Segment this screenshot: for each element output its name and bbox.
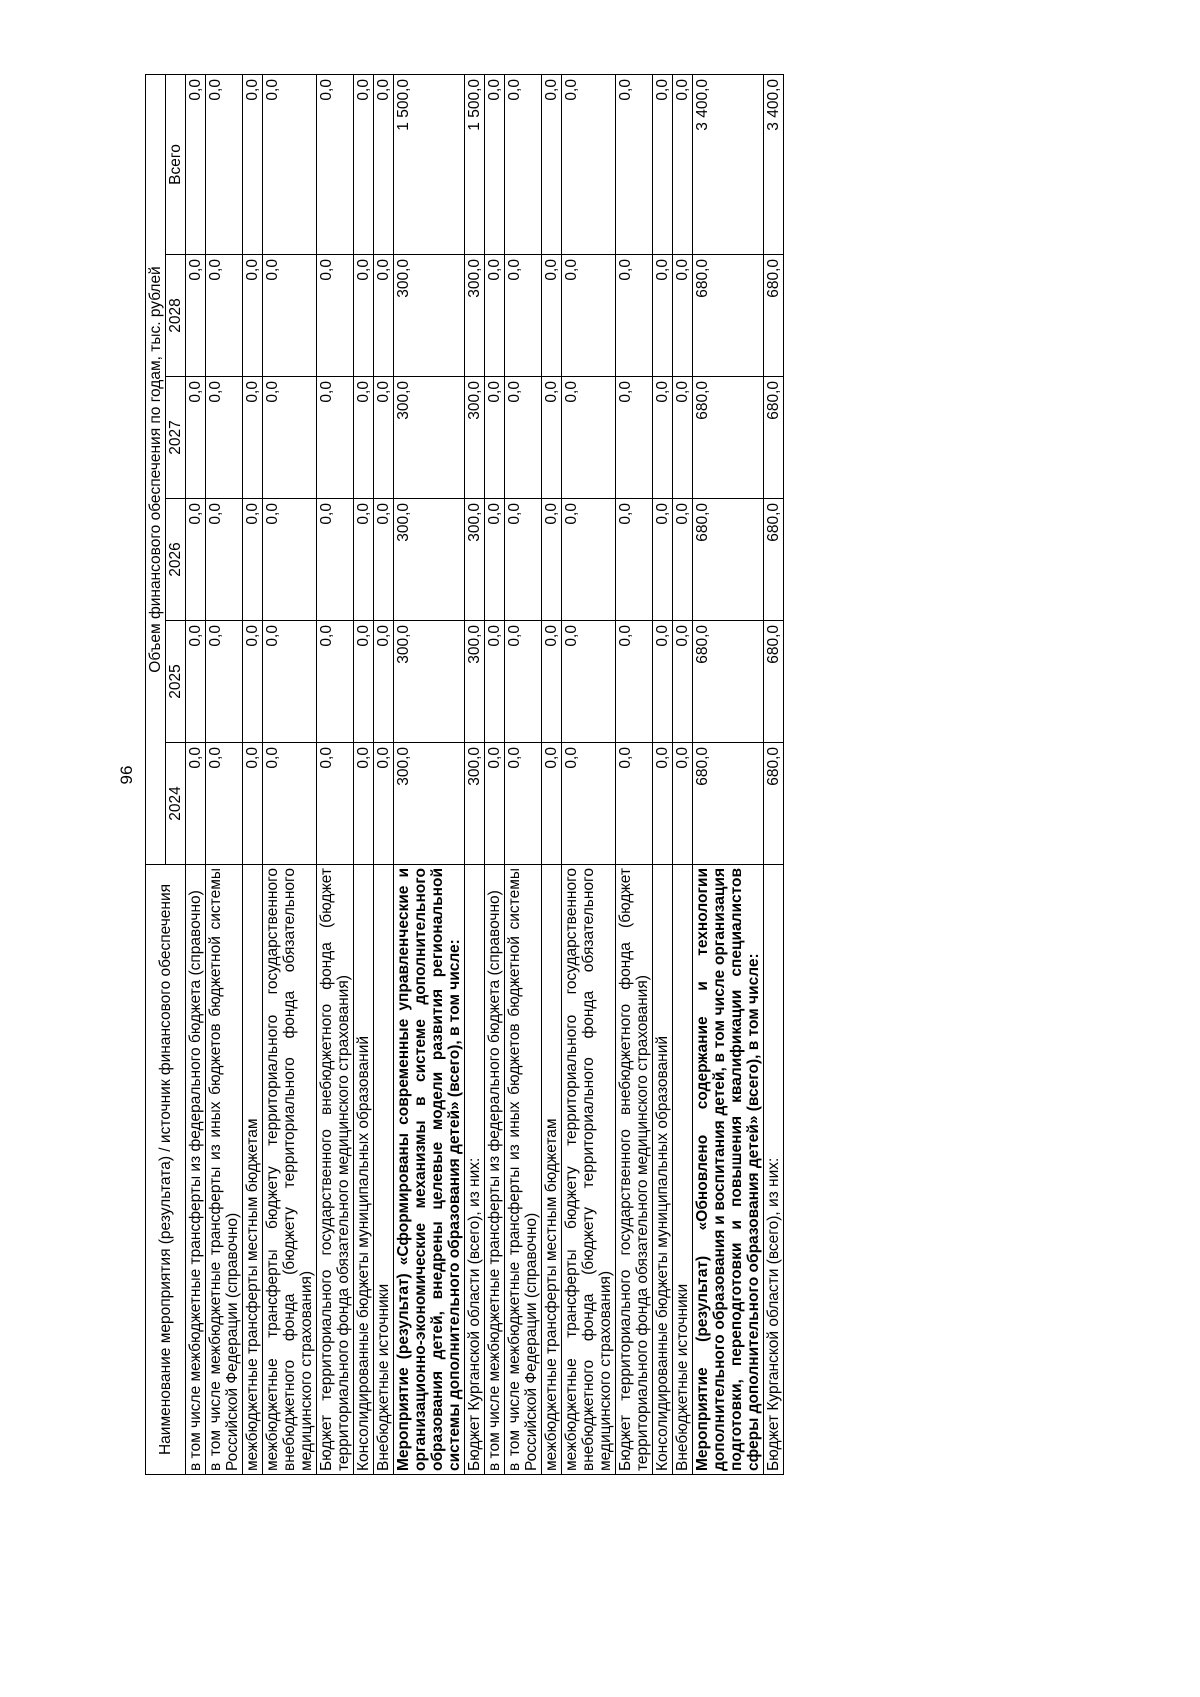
table-row: [394, 75, 465, 1475]
total-cell: 1 500,0: [394, 75, 465, 255]
value-cell: 0,0: [263, 621, 317, 743]
rotated-content: [117, 75, 1065, 1475]
table-row: [542, 75, 562, 1475]
year-header: 2027: [166, 377, 186, 499]
value-cell: 0,0: [673, 743, 693, 865]
total-cell: 0,0: [653, 75, 673, 255]
value-cell: 0,0: [263, 255, 317, 377]
financing-table: [145, 74, 784, 1475]
value-cell: 0,0: [263, 377, 317, 499]
header-row: [146, 75, 166, 1475]
value-cell: 0,0: [653, 255, 673, 377]
table-row: [317, 75, 354, 1475]
value-cell: 0,0: [206, 499, 243, 621]
value-cell: 0,0: [505, 377, 542, 499]
total-cell: 0,0: [616, 75, 653, 255]
value-cell: 0,0: [616, 377, 653, 499]
total-cell: 0,0: [673, 75, 693, 255]
value-cell: 680,0: [693, 499, 764, 621]
total-cell: 0,0: [186, 75, 206, 255]
total-cell: 0,0: [263, 75, 317, 255]
value-cell: 0,0: [317, 743, 354, 865]
table-row: [186, 75, 206, 1475]
table-row: [206, 75, 243, 1475]
total-cell: 3 400,0: [764, 75, 784, 255]
total-cell: 0,0: [354, 75, 374, 255]
value-cell: 0,0: [562, 377, 616, 499]
table-row: [764, 75, 784, 1475]
value-cell: 0,0: [653, 377, 673, 499]
value-cell: 0,0: [616, 743, 653, 865]
value-cell: 680,0: [764, 377, 784, 499]
year-header: 2024: [166, 743, 186, 865]
table-row: [465, 75, 485, 1475]
year-header: 2028: [166, 255, 186, 377]
table-row: [693, 75, 764, 1475]
row-label: Внебюджетные источники: [673, 865, 693, 1475]
row-label: межбюджетные трансферты бюджету территориального государственного внебюджетного фонда (бюджету территориального фонда обязательного медицинского страхования): [263, 865, 317, 1475]
row-label: Бюджет территориального государственного внебюджетного фонда (бюджет территориального фонда обязательного медицинского страхования): [616, 865, 653, 1475]
value-cell: 300,0: [465, 377, 485, 499]
value-cell: 0,0: [263, 743, 317, 865]
value-cell: 0,0: [354, 255, 374, 377]
value-cell: 0,0: [505, 499, 542, 621]
value-cell: 0,0: [243, 377, 263, 499]
table-row: [673, 75, 693, 1475]
value-cell: 680,0: [764, 499, 784, 621]
value-cell: 680,0: [693, 621, 764, 743]
total-cell: 0,0: [317, 75, 354, 255]
value-cell: 0,0: [186, 377, 206, 499]
volume-column-header: Объем финансового обеспечения по годам, тыс. рублей: [146, 75, 166, 865]
value-cell: 680,0: [693, 743, 764, 865]
value-cell: 300,0: [394, 377, 465, 499]
total-cell: 0,0: [562, 75, 616, 255]
value-cell: 0,0: [505, 621, 542, 743]
value-cell: 0,0: [542, 621, 562, 743]
row-label: в том числе межбюджетные трансферты из иных бюджетов бюджетной системы Российской Федерации (справочно): [505, 865, 542, 1475]
value-cell: 300,0: [394, 255, 465, 377]
row-label: в том числе межбюджетные трансферты из иных бюджетов бюджетной системы Российской Федерации (справочно): [206, 865, 243, 1475]
value-cell: 0,0: [243, 499, 263, 621]
row-label: в том числе межбюджетные трансферты из федерального бюджета (справочно): [485, 865, 505, 1475]
value-cell: 0,0: [653, 621, 673, 743]
value-cell: 0,0: [616, 621, 653, 743]
value-cell: 0,0: [317, 499, 354, 621]
value-cell: 300,0: [394, 499, 465, 621]
total-cell: 0,0: [505, 75, 542, 255]
value-cell: 300,0: [465, 499, 485, 621]
total-cell: 0,0: [542, 75, 562, 255]
value-cell: 0,0: [505, 255, 542, 377]
value-cell: 0,0: [673, 621, 693, 743]
value-cell: 0,0: [374, 743, 394, 865]
page-number: 96: [117, 765, 136, 785]
value-cell: 0,0: [616, 255, 653, 377]
value-cell: 300,0: [394, 621, 465, 743]
table-row: [485, 75, 505, 1475]
value-cell: 0,0: [562, 255, 616, 377]
row-label: в том числе межбюджетные трансферты из федерального бюджета (справочно): [186, 865, 206, 1475]
table-row: [263, 75, 317, 1475]
row-label: межбюджетные трансферты местным бюджетам: [243, 865, 263, 1475]
value-cell: 0,0: [542, 255, 562, 377]
total-cell: 0,0: [206, 75, 243, 255]
value-cell: 0,0: [485, 743, 505, 865]
value-cell: 0,0: [354, 499, 374, 621]
value-cell: 680,0: [764, 743, 784, 865]
value-cell: 0,0: [243, 255, 263, 377]
value-cell: 0,0: [485, 621, 505, 743]
value-cell: 300,0: [465, 621, 485, 743]
value-cell: 0,0: [653, 743, 673, 865]
value-cell: 300,0: [465, 255, 485, 377]
row-label: Мероприятие (результат) «Обновлено содержание и технологии дополнительного образования и воспитания детей, в том числе организация подготовки, переподготовки и повышения квалификации специалистов сферы дополнительного образования детей» (всего), в том числе:: [693, 865, 764, 1475]
row-label: Бюджет Курганской области (всего), из них:: [465, 865, 485, 1475]
value-cell: 680,0: [764, 621, 784, 743]
value-cell: 0,0: [317, 377, 354, 499]
table-body: [186, 75, 784, 1475]
value-cell: 0,0: [206, 255, 243, 377]
value-cell: 0,0: [186, 743, 206, 865]
value-cell: 0,0: [206, 377, 243, 499]
table-row: [374, 75, 394, 1475]
total-cell: 1 500,0: [465, 75, 485, 255]
value-cell: 0,0: [562, 621, 616, 743]
value-cell: 0,0: [243, 621, 263, 743]
value-cell: 0,0: [263, 499, 317, 621]
value-cell: 0,0: [374, 377, 394, 499]
value-cell: 0,0: [186, 499, 206, 621]
row-label: Бюджет территориального государственного внебюджетного фонда (бюджет территориального фонда обязательного медицинского страхования): [317, 865, 354, 1475]
year-header: 2026: [166, 499, 186, 621]
table-row: [505, 75, 542, 1475]
value-cell: 0,0: [485, 377, 505, 499]
value-cell: 0,0: [542, 377, 562, 499]
value-cell: 0,0: [374, 621, 394, 743]
value-cell: 0,0: [206, 621, 243, 743]
table-row: [354, 75, 374, 1475]
value-cell: 0,0: [374, 499, 394, 621]
value-cell: 300,0: [465, 743, 485, 865]
name-column-header: Наименование мероприятия (результата) / источник финансового обеспечения: [146, 865, 186, 1475]
row-label: Бюджет Курганской области (всего), из них:: [764, 865, 784, 1475]
row-label: Консолидированные бюджеты муниципальных образований: [653, 865, 673, 1475]
value-cell: 0,0: [562, 499, 616, 621]
value-cell: 0,0: [653, 499, 673, 621]
value-cell: 0,0: [206, 743, 243, 865]
value-cell: 0,0: [542, 743, 562, 865]
value-cell: 0,0: [616, 499, 653, 621]
table-row: [562, 75, 616, 1475]
value-cell: 0,0: [317, 621, 354, 743]
value-cell: 0,0: [485, 499, 505, 621]
value-cell: 0,0: [673, 499, 693, 621]
value-cell: 0,0: [485, 255, 505, 377]
value-cell: 0,0: [562, 743, 616, 865]
value-cell: 0,0: [673, 255, 693, 377]
row-label: Консолидированные бюджеты муниципальных образований: [354, 865, 374, 1475]
value-cell: 0,0: [186, 255, 206, 377]
row-label: Мероприятие (результат) «Сформированы современные управленческие и организационно-экономические механизмы в системе дополнительного образования детей, внедрены целевые модели развития региональной системы дополнительного образования детей» (всего), в том числе:: [394, 865, 465, 1475]
table-row: [616, 75, 653, 1475]
table-row: [243, 75, 263, 1475]
value-cell: 0,0: [186, 621, 206, 743]
value-cell: 680,0: [693, 377, 764, 499]
total-header: Всего: [166, 75, 186, 255]
total-cell: 0,0: [374, 75, 394, 255]
year-header: 2025: [166, 621, 186, 743]
total-cell: 0,0: [485, 75, 505, 255]
value-cell: 0,0: [317, 255, 354, 377]
value-cell: 300,0: [394, 743, 465, 865]
total-cell: 0,0: [243, 75, 263, 255]
value-cell: 680,0: [764, 255, 784, 377]
row-label: Внебюджетные источники: [374, 865, 394, 1475]
value-cell: 0,0: [354, 377, 374, 499]
row-label: межбюджетные трансферты бюджету территориального государственного внебюджетного фонда (бюджету территориального фонда обязательного медицинского страхования): [562, 865, 616, 1475]
value-cell: 0,0: [354, 743, 374, 865]
row-label: межбюджетные трансферты местным бюджетам: [542, 865, 562, 1475]
value-cell: 0,0: [354, 621, 374, 743]
value-cell: 680,0: [693, 255, 764, 377]
value-cell: 0,0: [505, 743, 542, 865]
value-cell: 0,0: [673, 377, 693, 499]
table-row: [653, 75, 673, 1475]
value-cell: 0,0: [243, 743, 263, 865]
value-cell: 0,0: [374, 255, 394, 377]
value-cell: 0,0: [542, 499, 562, 621]
total-cell: 3 400,0: [693, 75, 764, 255]
